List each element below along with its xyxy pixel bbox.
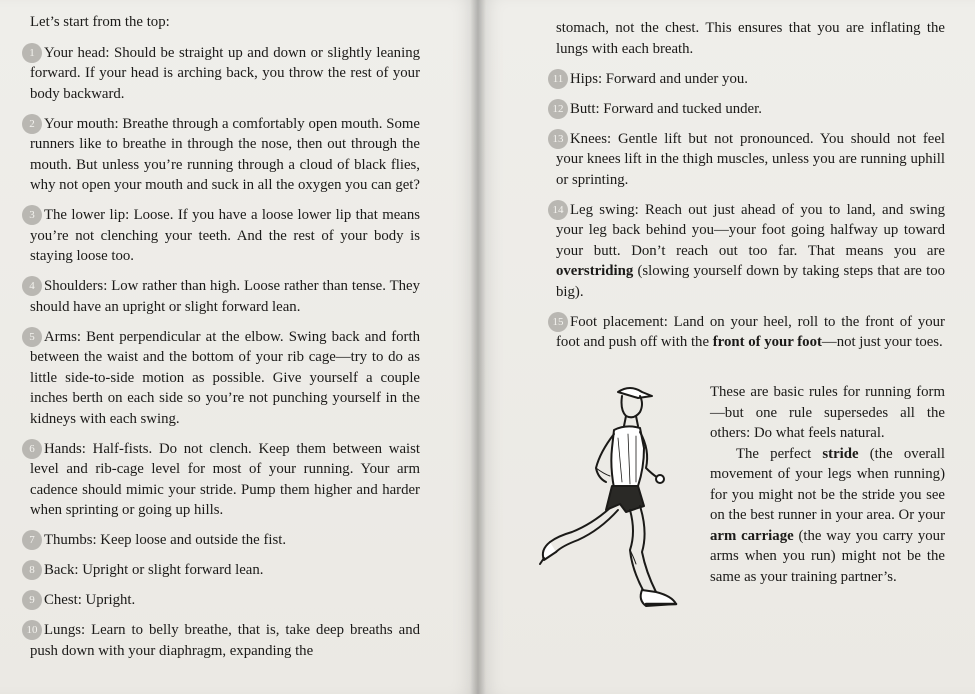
left-column bbox=[26, 12, 420, 671]
list-item-text: Leg swing: Reach out just ahead of you to land, and swing your leg back behind you—your foot going halfway up toward your butt. Don’t reach out too far. That means you are bbox=[556, 201, 945, 259]
list-item-text: Back: Upright or slight forward lean. bbox=[44, 562, 264, 578]
list-item bbox=[30, 114, 420, 196]
list-item-text: Your mouth: Breathe through a comfortably open mouth. Some runners like to breathe in through the nose, then out through the mouth. But unless you’re running through a cloud of black flies, why not open your mouth and suck in all the oxygen you can get? bbox=[30, 115, 420, 193]
list-item-text: Lungs: Learn to belly breathe, that is, take deep breaths and push down with your diaphragm, expanding the bbox=[30, 622, 420, 659]
list-item-text: The lower lip: Loose. If you have a loose lower lip that means you’re not clenching your teeth. And the rest of your body is staying loose too. bbox=[30, 207, 420, 264]
list-item-text: (slowing yourself down by taking steps that are too big). bbox=[556, 263, 945, 300]
runner-illustration bbox=[526, 382, 696, 622]
number-badge: 3 bbox=[22, 205, 42, 225]
list-item bbox=[30, 590, 420, 611]
number-badge: 8 bbox=[22, 560, 42, 580]
number-badge: 15 bbox=[548, 312, 568, 332]
number-badge: 6 bbox=[22, 439, 42, 459]
number-badge: 13 bbox=[548, 129, 568, 149]
list-item bbox=[30, 276, 420, 317]
list-item-text: Foot placement: Land on your heel, roll to the front of your foot and push off with the bbox=[556, 313, 945, 350]
list-item-text: Hips: Forward and under you. bbox=[570, 70, 748, 87]
bold-term: stride bbox=[822, 445, 859, 462]
list-item-text: Thumbs: Keep loose and outside the fist. bbox=[44, 532, 287, 548]
list-item-text: Knees: Gentle lift but not pronounced. You should not feel your knees lift in the thigh muscles, unless you are running uphill or sprinting. bbox=[556, 130, 945, 188]
number-badge: 5 bbox=[22, 327, 42, 347]
list-item-text: —not just your toes. bbox=[821, 334, 943, 350]
list-item-text: Arms: Bent perpendicular at the elbow. Swing back and forth between the waist and the bottom of your rib cage—try to do as little side-to-side motion as possible. Give yourself a couple inches berth on each side so you’re not punching yourself in the kidneys with each swing. bbox=[30, 328, 420, 427]
right-column bbox=[552, 18, 945, 362]
intro-text: Let’s start from the top: bbox=[30, 14, 170, 30]
list-item bbox=[30, 560, 420, 581]
number-badge: 2 bbox=[22, 114, 42, 134]
number-badge: 12 bbox=[548, 99, 568, 119]
side-paragraph bbox=[710, 444, 945, 588]
number-badge: 1 bbox=[22, 43, 42, 63]
number-badge: 9 bbox=[22, 590, 42, 610]
bold-term: overstriding bbox=[556, 263, 634, 279]
continuation-text: stomach, not the chest. This ensures that you are inflating the lungs with each breath. bbox=[556, 20, 945, 57]
list-item bbox=[30, 43, 420, 105]
list-item bbox=[30, 205, 420, 267]
list-item bbox=[552, 69, 945, 90]
list-item bbox=[26, 620, 420, 661]
text-run: (the way you carry your arms when you run) might not be the same as your training partner’s. bbox=[710, 527, 945, 585]
list-item bbox=[30, 439, 420, 521]
list-item bbox=[552, 200, 945, 303]
text-run: (the overall movement of your legs when running) for you might not be the stride you see on the best runner in your area. Or your bbox=[710, 445, 945, 523]
list-item bbox=[552, 129, 945, 191]
list-item bbox=[30, 530, 420, 551]
number-badge: 7 bbox=[22, 530, 42, 550]
list-item-text: Hands: Half-fists. Do not clench. Keep them between waist level and rib-cage level for most of your running. Your arm cadence should mimic your stride. Pump them higher and harder when sprinting or going up hills. bbox=[30, 440, 420, 518]
list-item-text: Shoulders: Low rather than high. Loose rather than tense. They should have an upright or slight forward lean. bbox=[30, 278, 420, 315]
text-run: The perfect bbox=[736, 445, 823, 462]
list-item bbox=[552, 99, 945, 120]
number-badge: 11 bbox=[548, 69, 568, 89]
list-item bbox=[30, 327, 420, 430]
sidebar-text bbox=[710, 382, 945, 587]
number-badge: 14 bbox=[548, 200, 568, 220]
list-item-text: Butt: Forward and tucked under. bbox=[570, 100, 762, 117]
book-gutter bbox=[470, 0, 486, 694]
number-badge: 10 bbox=[22, 620, 42, 640]
bold-term: front of your foot bbox=[712, 334, 822, 350]
bold-term: arm carriage bbox=[710, 527, 794, 544]
list-item bbox=[552, 312, 945, 353]
list-item-text: Chest: Upright. bbox=[44, 592, 136, 608]
number-badge: 4 bbox=[22, 276, 42, 296]
side-paragraph: These are basic rules for running form—but one rule supersedes all the others: Do what feels natural. bbox=[710, 384, 945, 441]
list-item-text: Your head: Should be straight up and down or slightly leaning forward. If your head is arching back, you throw the rest of your body backward. bbox=[30, 44, 420, 102]
